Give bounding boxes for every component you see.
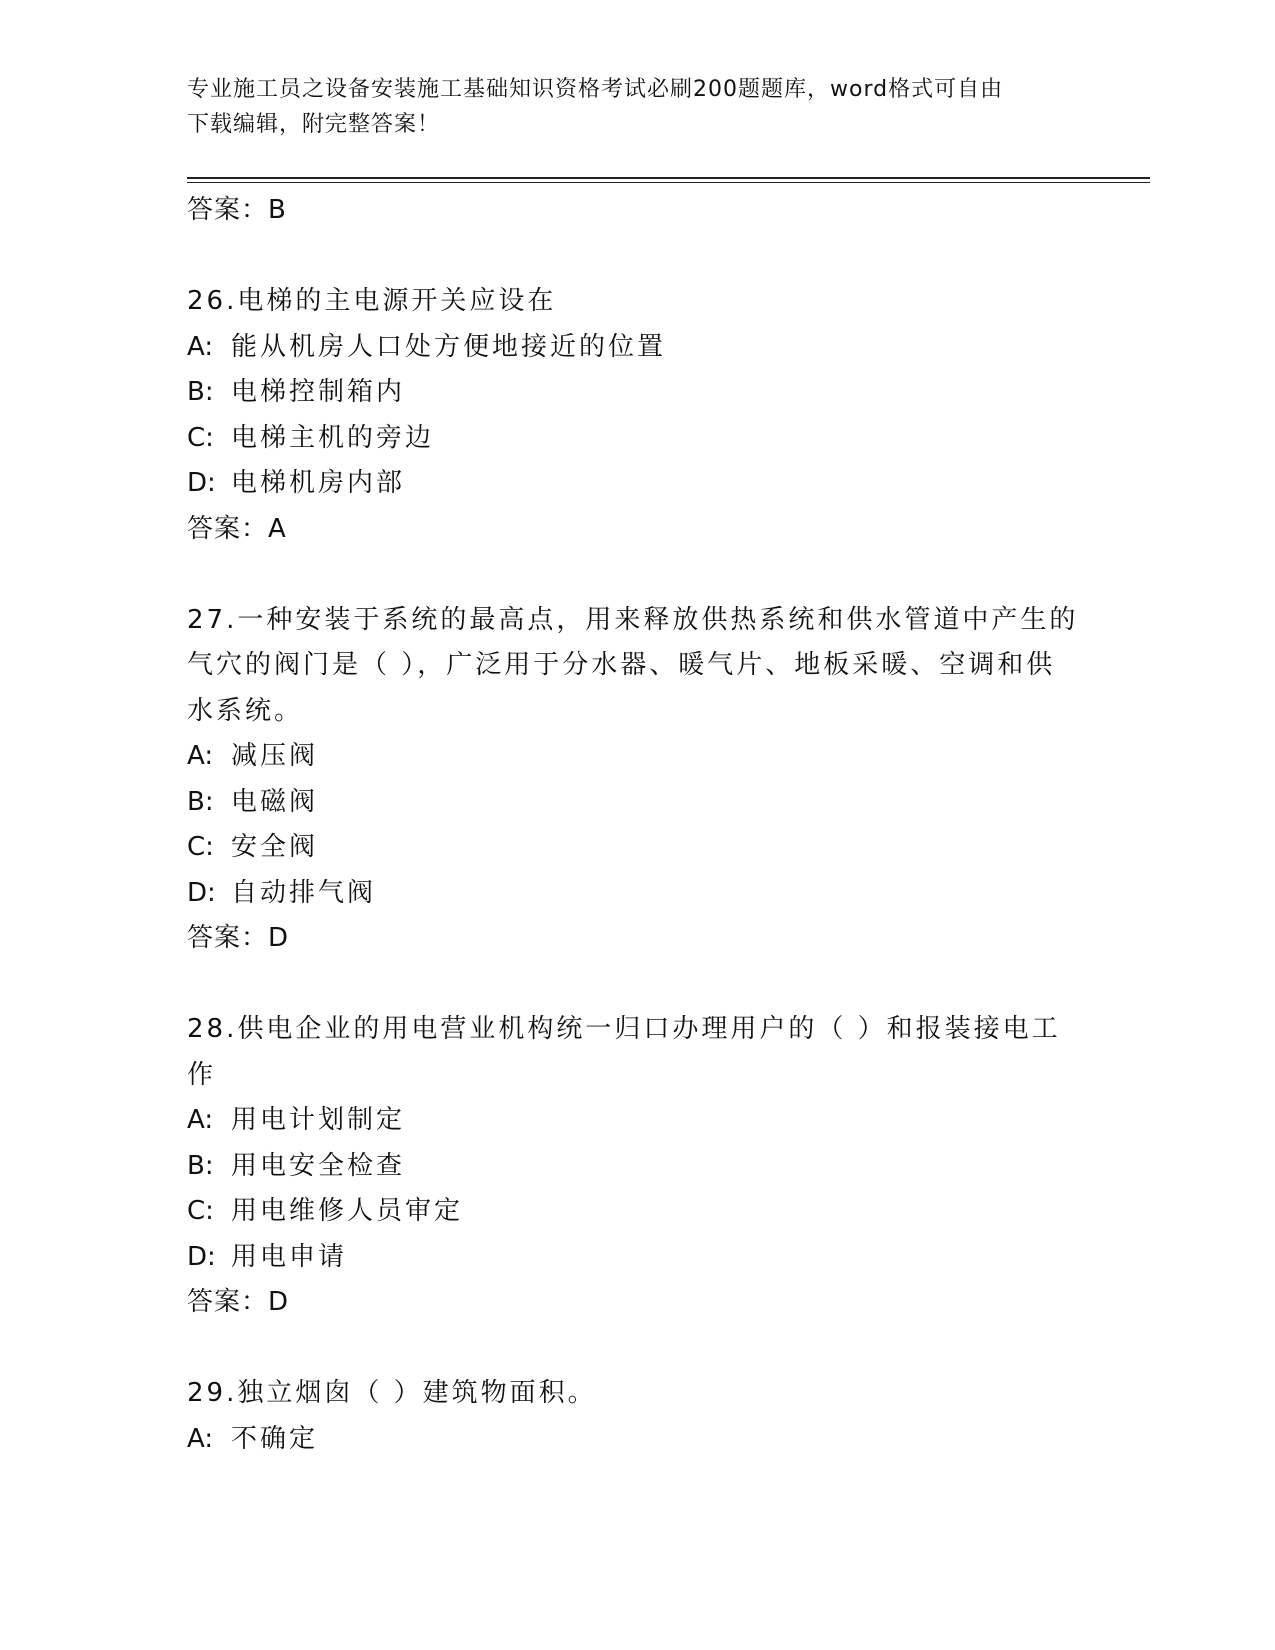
option-text: 电梯控制箱内 (231, 377, 406, 407)
option-text: 用电申请 (231, 1241, 348, 1272)
option-text: 电磁阀 (231, 786, 319, 817)
option-text: 电梯机房内部 (231, 468, 406, 498)
option-key: A: (187, 331, 214, 362)
option-text: 电梯主机的旁边 (231, 422, 435, 453)
question-text-line: 气穴的阀门是（ ），广泛用于分水器、暖气片、地板采暖、空调和供 (187, 650, 1056, 680)
option-d (187, 461, 1087, 507)
option-c (187, 1189, 1087, 1235)
question-text-line: 29.独立烟囱（ ）建筑物面积。 (187, 1378, 597, 1408)
question-text-line: 作 (187, 1059, 217, 1090)
answer: 答案：D (187, 923, 290, 953)
option-key: A: (187, 1105, 214, 1135)
question-list (187, 188, 1087, 1462)
question-29 (187, 1371, 1087, 1462)
previous-answer: 答案：B (187, 195, 287, 225)
option-text: 减压阀 (231, 741, 319, 771)
option-text: 不确定 (231, 1423, 319, 1454)
question-text-line: 28.供电企业的用电营业机构统一归口办理用户的（ ）和报装接电工 (187, 1014, 1061, 1044)
option-key: D: (187, 877, 216, 908)
option-a (187, 1417, 1087, 1463)
option-a (187, 1098, 1087, 1144)
option-key: D: (187, 468, 216, 498)
question-text-line: 水系统。 (187, 695, 304, 726)
option-text: 用电安全检查 (231, 1150, 406, 1181)
header-line-1: 专业施工员之设备安装施工基础知识资格考试必刷200题题库，word格式可自由 (187, 77, 1004, 102)
option-key: C: (187, 422, 214, 453)
option-key: A: (187, 1423, 214, 1454)
option-key: B: (187, 786, 214, 817)
option-key: C: (187, 832, 214, 862)
option-key: B: (187, 377, 214, 407)
option-c (187, 825, 1087, 871)
option-b (187, 1144, 1087, 1190)
header-line-2: 下载编辑，附完整答案！ (187, 112, 441, 137)
spacer (187, 962, 1087, 1008)
option-text: 安全阀 (231, 832, 319, 862)
spacer (187, 552, 1087, 598)
question-text-line: 27.一种安装于系统的最高点，用来释放供热系统和供水管道中产生的 (187, 604, 1079, 635)
question-text-line: 26.电梯的主电源开关应设在 (187, 286, 557, 316)
option-d (187, 1235, 1087, 1281)
page-header (187, 72, 1087, 142)
option-text: 用电计划制定 (231, 1105, 406, 1135)
option-text: 用电维修人员审定 (231, 1196, 464, 1226)
option-b (187, 780, 1087, 826)
question-27 (187, 598, 1087, 962)
question-28 (187, 1007, 1087, 1326)
option-key: A: (187, 741, 214, 771)
option-b (187, 370, 1087, 416)
option-a (187, 734, 1087, 780)
option-key: C: (187, 1196, 214, 1226)
option-key: B: (187, 1150, 214, 1181)
option-key: D: (187, 1241, 216, 1272)
answer: 答案：D (187, 1287, 290, 1317)
option-text: 自动排气阀 (231, 877, 377, 908)
option-text: 能从机房人口处方便地接近的位置 (231, 331, 667, 362)
option-c (187, 416, 1087, 462)
spacer (187, 234, 1087, 280)
spacer (187, 1326, 1087, 1372)
header-divider (187, 177, 1150, 183)
option-d (187, 871, 1087, 917)
option-a (187, 325, 1087, 371)
question-26 (187, 279, 1087, 552)
answer: 答案：A (187, 513, 287, 544)
